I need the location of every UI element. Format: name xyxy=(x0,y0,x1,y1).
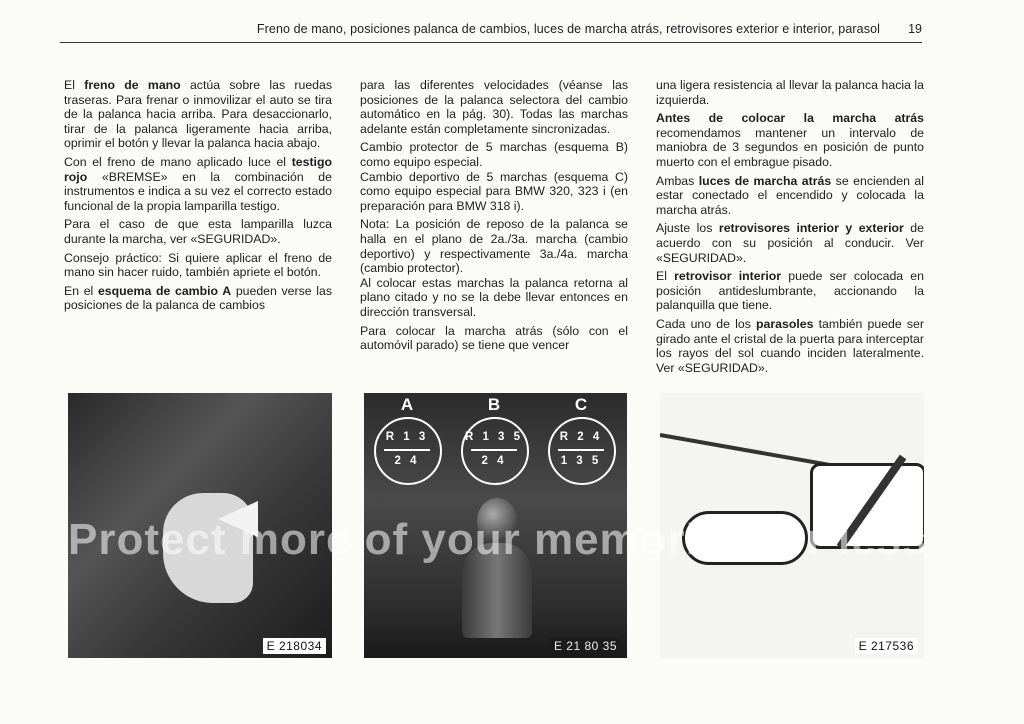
figure-code: E 217536 xyxy=(855,638,918,654)
shift-pattern-bottom-row: 1 3 5 xyxy=(560,455,602,467)
shift-pattern-top-row: R 2 4 xyxy=(559,431,603,443)
shift-pattern-letter: A xyxy=(400,395,414,414)
text-column-2 xyxy=(360,78,628,357)
paragraph: para las diferentes velocidades (véanse las posiciones de la palanca selectora del cambio automático en la pág. 30). Todas las marchas adelante están completamente sincronizadas. xyxy=(360,78,628,136)
paragraph: Cambio deportivo de 5 marchas (esquema C) como equipo especial para BMW 320, 323 i (en preparación para BMW 318 i). xyxy=(360,169,628,213)
shift-pattern-bar xyxy=(471,449,517,451)
shift-pattern-circle xyxy=(461,417,529,485)
shift-pattern-bar xyxy=(558,449,604,451)
figure-code: E 218034 xyxy=(263,638,326,654)
shift-pattern-a xyxy=(368,393,446,473)
paragraph: En el esquema de cambio A pueden verse las posiciones de la palanca de cambios xyxy=(64,283,332,313)
shift-pattern-b xyxy=(455,393,533,473)
paragraph: Al colocar estas marchas la palanca retorna al plano citado y no se la debe llevar entonces en dirección transversal. xyxy=(360,275,628,319)
header-title: Freno de mano, posiciones palanca de cambios, luces de marcha atrás, retrovisores exterior e interior, parasol xyxy=(256,22,880,36)
paragraph: Nota: La posición de reposo de la palanca se halla en el plano de 2a./3a. marcha (cambio deportivo) y respectivamente 3a./4a. marcha (cambio protector). xyxy=(360,217,628,276)
figure-code: E 21 80 35 xyxy=(550,638,621,654)
shift-pattern-circle xyxy=(548,417,616,485)
paragraph: una ligera resistencia al llevar la palanca hacia la izquierda. xyxy=(656,78,924,107)
paragraph: El freno de mano actúa sobre las ruedas traseras. Para frenar o inmovilizar el auto se tira de la palanca hacia arriba. Para desaccionarlo, tirar de la palanca ligeramente hacia arriba, oprimir el botón y llevar la palanca hacia abajo. xyxy=(64,78,332,151)
paragraph: Para el caso de que esta lamparilla luzca durante la marcha, ver «SEGURIDAD». xyxy=(64,217,332,246)
shift-pattern-letter: B xyxy=(487,395,501,414)
paragraph: Ambas luces de marcha atrás se encienden al estar conectado el encendido y colocada la marcha atrás. xyxy=(656,173,924,217)
paragraph: Con el freno de mano aplicado luce el testigo rojo «BREMSE» en la combinación de instrumentos e indica a su vez el correcto estado funcional de la propia lamparilla testigo. xyxy=(64,154,332,213)
paragraph: Cambio protector de 5 marchas (esquema B) como equipo especial. xyxy=(360,140,628,169)
text-column-3 xyxy=(656,78,924,379)
paragraph: El retrovisor interior puede ser colocada en posición antideslumbrante, accionando la palanquilla que tiene. xyxy=(656,269,924,313)
watermark: Protect more of your memories for less xyxy=(68,515,928,564)
page-header xyxy=(60,20,922,43)
paragraph: Para colocar la marcha atrás (sólo con el automóvil parado) se tiene que vencer xyxy=(360,323,628,353)
text-column-1 xyxy=(64,78,332,317)
shift-pattern-c xyxy=(542,393,620,473)
paragraph: Cada uno de los parasoles también puede ser girado ante el cristal de la puerta para interceptar los rayos del sol cuando inciden lateralmente. Ver «SEGURIDAD». xyxy=(656,316,924,375)
shift-pattern-letter: C xyxy=(574,395,588,414)
page-number: 19 xyxy=(908,22,922,36)
shift-pattern-bottom-row: 2 4 xyxy=(394,455,420,467)
shift-pattern-top-row: R 1 3 5 xyxy=(464,431,524,443)
paragraph: Antes de colocar la marcha atrás recomendamos mantener un intervalo de maniobra de 3 segundos en posición de punto muerto con el embrague pisado. xyxy=(656,111,924,169)
paragraph: Ajuste los retrovisores interior y exterior de acuerdo con su posición al conducir. Ver «SEGURIDAD». xyxy=(656,221,924,265)
shift-pattern-bar xyxy=(384,449,430,451)
shift-pattern-top-row: R 1 3 xyxy=(385,431,429,443)
paragraph: Consejo práctico: Si quiere aplicar el freno de mano sin hacer ruido, también apriete el botón. xyxy=(64,250,332,280)
shift-pattern-bottom-row: 2 4 xyxy=(481,455,507,467)
shift-pattern-circle xyxy=(374,417,442,485)
